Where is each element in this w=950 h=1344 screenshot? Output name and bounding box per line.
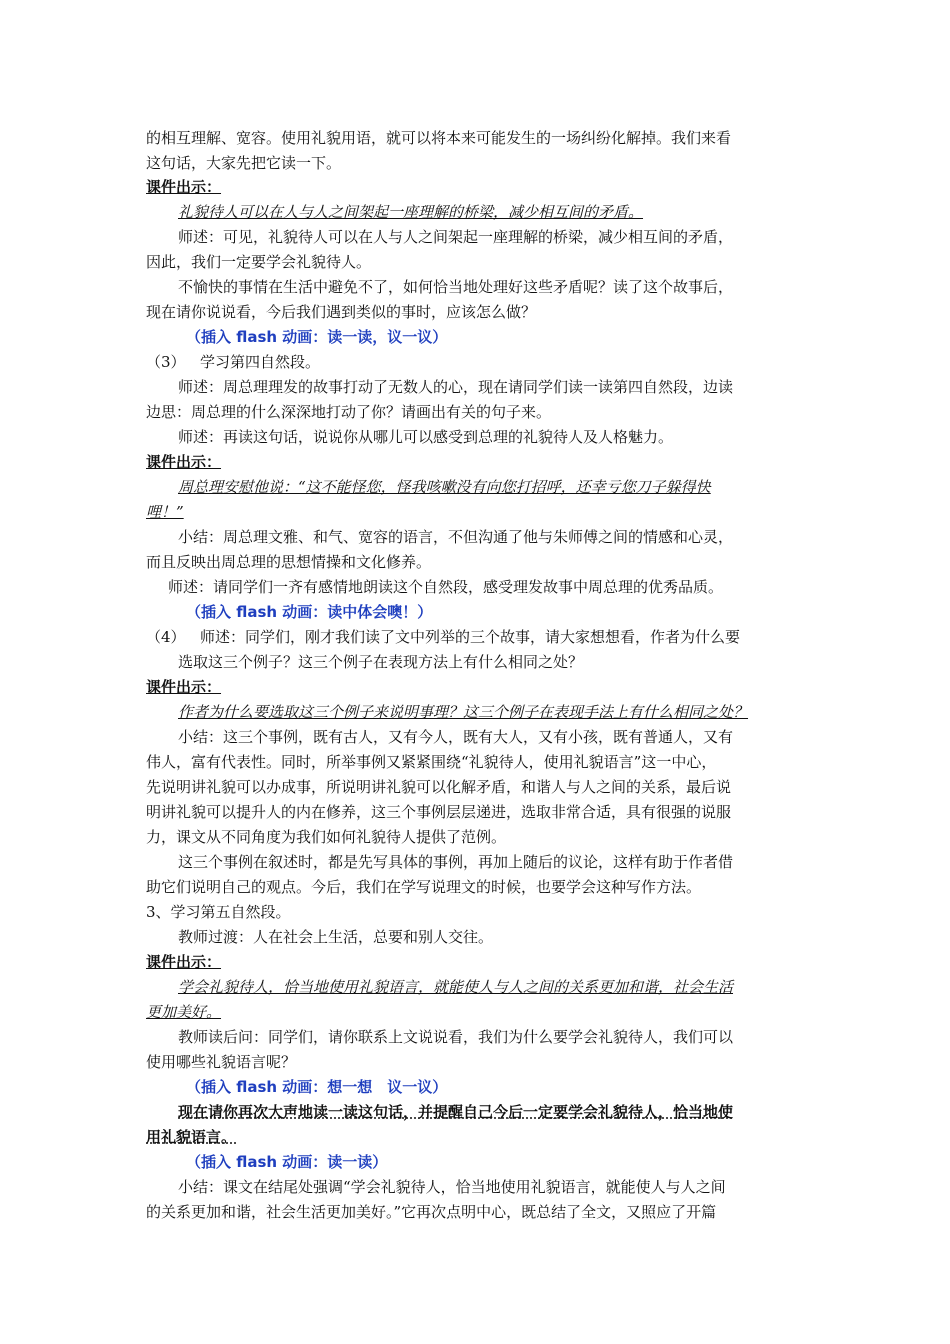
paragraph-line: 先说明讲礼貌可以办成事，所说明讲礼貌可以化解矛盾，和谐人与人之间的关系，最后说 — [146, 778, 732, 796]
quoted-sentence: 作者为什么要选取这三个例子来说明事理？这三个例子在表现手法上有什么相同之处？ — [178, 703, 749, 721]
quoted-sentence: 哩！” — [146, 503, 184, 521]
section-heading: 课件出示： — [146, 178, 222, 196]
section-heading: 课件出示： — [146, 453, 222, 471]
paragraph-line: 这句话，大家先把它读一下。 — [146, 154, 342, 172]
paragraph-line: 这三个事例在叙述时，都是先写具体的事例，再加上随后的议论，这样有助于作者借 — [178, 853, 734, 871]
paragraph-line: 因此，我们一定要学会礼貌待人。 — [146, 253, 372, 271]
section-heading: 课件出示： — [146, 678, 222, 696]
section-heading: 课件出示： — [146, 953, 222, 971]
paragraph-line: 现在请你说说看，今后我们遇到类似的事时，应该怎么做？ — [146, 303, 537, 321]
paragraph-line: 助它们说明自己的观点。今后，我们在学写说理文的时候，也要学会这种写作方法。 — [146, 878, 702, 896]
quoted-sentence: 更加美好。 — [146, 1003, 222, 1021]
item-number: （3） — [146, 353, 186, 371]
paragraph-line: 的关系更加和谐，社会生活更加美好。”它再次点明中心，既总结了全文，又照应了开篇 — [146, 1203, 717, 1221]
flash-insert-note: （插入 flash 动画：读一读） — [186, 1153, 388, 1171]
flash-insert-note: （插入 flash 动画：读一读，议一议） — [186, 328, 448, 346]
paragraph-line: 师述：同学们，刚才我们读了文中列举的三个故事，请大家想想看，作者为什么要 — [200, 628, 741, 646]
paragraph-line: 伟人，富有代表性。同时，所举事例又紧紧围绕“礼貌待人，使用礼貌语言”这一中心， — [146, 753, 717, 771]
paragraph-line: 选取这三个例子？这三个例子在表现方法上有什么相同之处？ — [178, 653, 584, 671]
emphasis-line: 现在请你再次大声地读一读这句话，并提醒自己今后一定要学会礼貌待人，恰当地使 — [178, 1103, 734, 1121]
flash-insert-note: （插入 flash 动画：读中体会噢！） — [186, 603, 433, 621]
paragraph-line: 使用哪些礼貌语言呢？ — [146, 1053, 297, 1071]
paragraph-line: 师述：再读这句话，说说你从哪儿可以感受到总理的礼貌待人及人格魅力。 — [178, 428, 674, 446]
section-heading: 3、学习第五自然段。 — [146, 903, 291, 921]
paragraph-line: 边思：周总理的什么深深地打动了你？请画出有关的句子来。 — [146, 403, 552, 421]
paragraph-line: 师述：周总理理发的故事打动了无数人的心，现在请同学们读一读第四自然段，边读 — [178, 378, 734, 396]
paragraph-line: 而且反映出周总理的思想情操和文化修养。 — [146, 553, 432, 571]
emphasis-line: 用礼貌语言。 — [146, 1128, 237, 1146]
paragraph-line: 的相互理解、宽容。使用礼貌用语，就可以将本来可能发生的一场纠纷化解掉。我们来看 — [146, 129, 732, 147]
paragraph-line: 明讲礼貌可以提升人的内在修养，这三个事例层层递进，选取非常合适，具有很强的说服 — [146, 803, 732, 821]
paragraph-line: 小结：课文在结尾处强调“学会礼貌待人，恰当地使用礼貌语言，就能使人与人之间 — [178, 1178, 726, 1196]
paragraph-line: 小结：这三个事例，既有古人，又有今人，既有大人，又有小孩，既有普通人，又有 — [178, 728, 734, 746]
quoted-sentence: 周总理安慰他说：“这不能怪您，怪我咳嗽没有向您打招呼，还幸亏您刀子躲得快 — [178, 478, 711, 496]
paragraph-line: 教师读后问：同学们，请你联系上文说说看，我们为什么要学会礼貌待人，我们可以 — [178, 1028, 734, 1046]
paragraph-line: 教师过渡：人在社会上生活，总要和别人交往。 — [178, 928, 494, 946]
quoted-sentence: 礼貌待人可以在人与人之间架起一座理解的桥梁，减少相互间的矛盾。 — [178, 203, 644, 221]
paragraph-line: 力，课文从不同角度为我们如何礼貌待人提供了范例。 — [146, 828, 507, 846]
paragraph-line: 学习第四自然段。 — [200, 353, 321, 371]
flash-insert-note: （插入 flash 动画：想一想 议一议） — [186, 1078, 448, 1096]
paragraph-line: 小结：周总理文雅、和气、宽容的语言，不但沟通了他与朱师傅之间的情感和心灵， — [178, 528, 734, 546]
paragraph-line: 师述：可见，礼貌待人可以在人与人之间架起一座理解的桥梁，减少相互间的矛盾， — [178, 228, 734, 246]
paragraph-line: 不愉快的事情在生活中避免不了，如何恰当地处理好这些矛盾呢？读了这个故事后， — [178, 278, 734, 296]
quoted-sentence: 学会礼貌待人，恰当地使用礼貌语言，就能使人与人之间的关系更加和谐，社会生活 — [178, 978, 734, 996]
paragraph-line: 师述：请同学们一齐有感情地朗读这个自然段，感受理发故事中周总理的优秀品质。 — [168, 578, 724, 596]
item-number: （4） — [146, 628, 186, 646]
